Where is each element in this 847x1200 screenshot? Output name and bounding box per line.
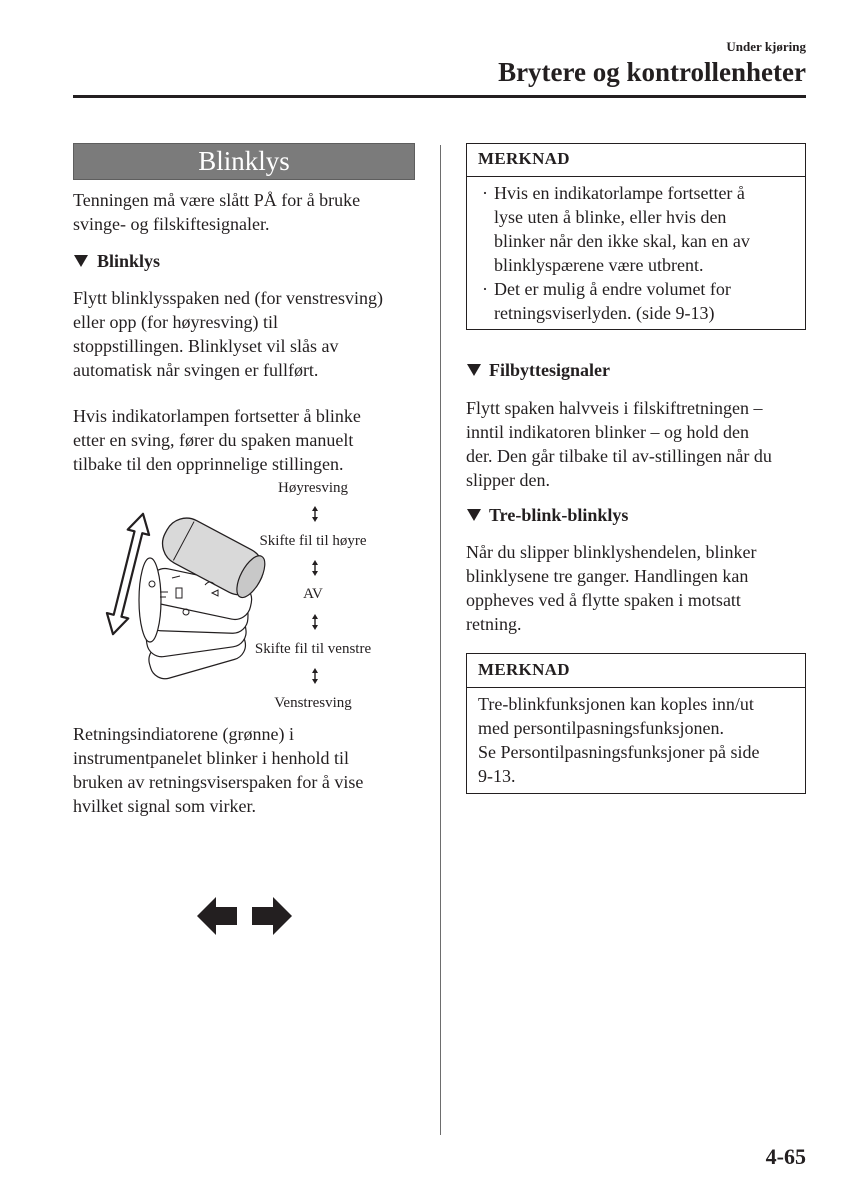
intro-line: Tenningen må være slått PÅ for å bruke bbox=[73, 190, 361, 210]
note-line: 9-13. bbox=[478, 766, 516, 786]
paragraph-1 bbox=[73, 286, 383, 382]
paragraph-line: tilbake til den opprinnelige stillingen. bbox=[73, 454, 344, 474]
paragraph-line: Hvis indikatorlampen fortsetter å blinke bbox=[73, 406, 361, 426]
note-line: blinklyspærene være utbrent. bbox=[494, 255, 704, 275]
subheading-blinklys: Blinklys bbox=[97, 251, 161, 271]
paragraph-line: inntil indikatoren blinker – og hold den bbox=[466, 422, 749, 442]
column-divider bbox=[440, 145, 441, 1135]
paragraph-line: Flytt spaken halvveis i filskiftretningen – bbox=[466, 398, 763, 418]
bullet-dot: · bbox=[482, 183, 488, 203]
label-lane-change-right: Skifte fil til høyre bbox=[259, 533, 367, 549]
note-divider bbox=[466, 176, 806, 177]
header-rule bbox=[73, 95, 806, 98]
note-divider bbox=[466, 687, 806, 688]
note-line: blinker når den ikke skal, kan en av bbox=[494, 231, 750, 251]
paragraph-line: slipper den. bbox=[466, 470, 550, 490]
paragraph-line: etter en sving, fører du spaken manuelt bbox=[73, 430, 354, 450]
note-text bbox=[478, 692, 759, 788]
intro-line: svinge- og filskiftesignaler. bbox=[73, 214, 270, 234]
note-bullet-item bbox=[494, 277, 731, 325]
page-number: 4-65 bbox=[765, 1144, 806, 1169]
up-down-arrow-icon bbox=[311, 668, 319, 684]
note-line: Hvis en indikatorlampe fortsetter å bbox=[494, 183, 745, 203]
label-off: AV bbox=[303, 586, 323, 602]
subheading-filbyttesignaler: Filbyttesignaler bbox=[489, 360, 610, 380]
paragraph-line: stoppstillingen. Blinklyset vil slås av bbox=[73, 336, 339, 356]
left-arrow-icon bbox=[197, 897, 237, 935]
paragraph-line: Flytt blinklysspaken ned (for venstresving) bbox=[73, 288, 383, 308]
paragraph-line: retning. bbox=[466, 614, 522, 634]
triangle-down-icon bbox=[467, 364, 481, 376]
up-down-arrow-icon bbox=[311, 560, 319, 576]
paragraph-2 bbox=[73, 404, 361, 476]
note-bullet-item bbox=[494, 181, 750, 277]
note-line: Det er mulig å endre volumet for bbox=[494, 279, 731, 299]
triangle-down-icon bbox=[467, 509, 481, 521]
label-lane-change-left: Skifte fil til venstre bbox=[254, 641, 372, 657]
note-line: lyse uten å blinke, eller hvis den bbox=[494, 207, 727, 227]
note-line: Tre-blinkfunksjonen kan koples inn/ut bbox=[478, 694, 754, 714]
bullet-dot: · bbox=[482, 279, 488, 299]
paragraph-line: instrumentpanelet blinker i henhold til bbox=[73, 748, 349, 768]
paragraph-3 bbox=[73, 722, 363, 818]
paragraph-line: der. Den går tilbake til av-stillingen når du bbox=[466, 446, 772, 466]
note-line: retningsviserlyden. (side 9-13) bbox=[494, 303, 715, 323]
up-down-arrow-icon bbox=[311, 614, 319, 630]
paragraph-line: Retningsindiatorene (grønne) i bbox=[73, 724, 294, 744]
up-down-arrow-icon bbox=[311, 506, 319, 522]
paragraph-line: bruken av retningsviserspaken for å vise bbox=[73, 772, 364, 792]
three-blink-paragraph bbox=[466, 540, 756, 636]
paragraph-line: Når du slipper blinklyshendelen, blinker bbox=[466, 542, 757, 562]
label-left-turn: Venstresving bbox=[274, 695, 352, 711]
label-right-turn: Høyresving bbox=[278, 480, 348, 496]
section-title-bar: Blinklys bbox=[73, 143, 415, 180]
intro-paragraph bbox=[73, 188, 360, 236]
paragraph-line: hvilket signal som virker. bbox=[73, 796, 256, 816]
paragraph-line: automatisk når svingen er fullført. bbox=[73, 360, 319, 380]
turn-signal-arrows-icon bbox=[190, 890, 300, 945]
note-line: Se Persontilpasningsfunksjoner på side bbox=[478, 742, 760, 762]
paragraph-line: blinklysene tre ganger. Handlingen kan bbox=[466, 566, 749, 586]
chapter-label: Under kjøring bbox=[726, 39, 806, 54]
note-line: med persontilpasningsfunksjonen. bbox=[478, 718, 724, 738]
lane-change-paragraph bbox=[466, 396, 772, 492]
paragraph-line: oppheves ved å flytte spaken i motsatt bbox=[466, 590, 741, 610]
triangle-down-icon bbox=[74, 255, 88, 267]
subheading-tre-blink: Tre-blink-blinklys bbox=[489, 505, 629, 525]
paragraph-line: eller opp (for høyresving) til bbox=[73, 312, 278, 332]
right-arrow-icon bbox=[252, 897, 292, 935]
page-title: Brytere og kontrollenheter bbox=[498, 57, 806, 87]
note-heading: MERKNAD bbox=[478, 660, 570, 679]
note-heading: MERKNAD bbox=[478, 149, 570, 168]
